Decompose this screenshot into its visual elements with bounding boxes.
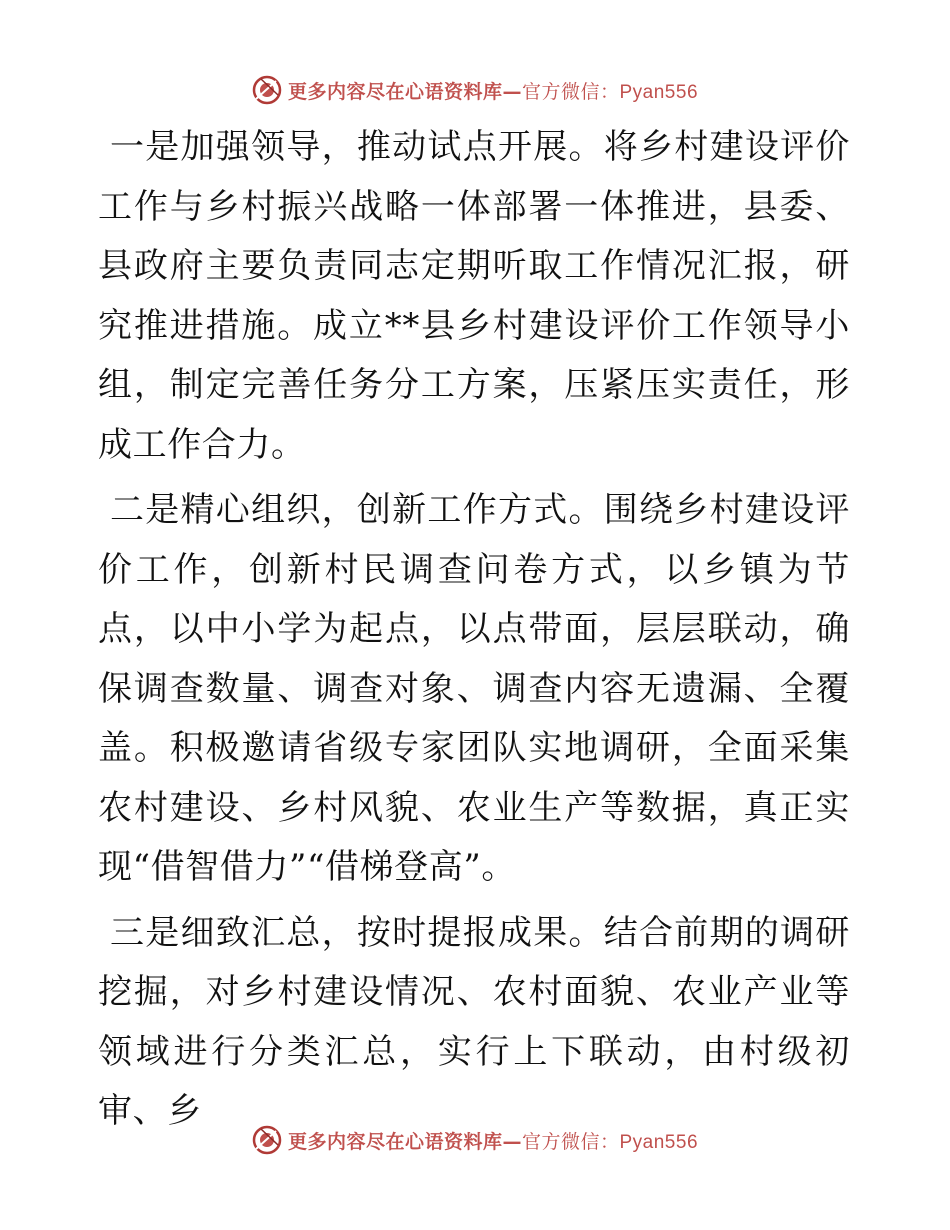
header-banner-text — [288, 77, 698, 104]
footer-banner-text — [288, 1127, 698, 1154]
header-banner-title: 更多内容尽在心语资料库 — [287, 80, 503, 103]
footer-banner-wechat-label: 官方微信： — [521, 1130, 620, 1153]
header-banner-wechat-id: Pyan556 — [619, 81, 699, 103]
brand-logo-icon — [252, 1125, 282, 1155]
header-banner-wechat-label: 官方微信： — [521, 80, 620, 103]
footer-watermark-banner — [0, 1120, 950, 1160]
footer-banner-wechat-id: Pyan556 — [619, 1131, 699, 1153]
header-banner-separator: — — [502, 80, 522, 103]
footer-banner-separator: — — [502, 1130, 522, 1153]
paragraph-2: 二是精心组织，创新工作方式。围绕乡村建设评价工作，创新村民调查问卷方式，以乡镇为节点，以中小学为起点，以点带面，层层联动，确保调查数量、调查对象、调查内容无遗漏、全覆盖。积极邀请省级专家团队实地调研，全面采集农村建设、乡村风貌、农业生产等数据，真正实现“借智借力”“借梯登高”。 — [98, 490, 850, 887]
footer-banner-title: 更多内容尽在心语资料库 — [287, 1130, 503, 1153]
paragraph-1: 一是加强领导，推动试点开展。将乡村建设评价工作与乡村振兴战略一体部署一体推进，县委、县政府主要负责同志定期听取工作情况汇报，研究推进措施。成立**县乡村建设评价工作领导小组，制定完善任务分工方案，压紧压实责任，形成工作合力。 — [98, 127, 850, 465]
header-watermark-banner — [0, 70, 950, 110]
paragraph-3: 三是细致汇总，按时提报成果。结合前期的调研挖掘，对乡村建设情况、农村面貌、农业产业等领域进行分类汇总，实行上下联动，由村级初审、乡 — [98, 912, 850, 1131]
document-body — [98, 118, 850, 1148]
brand-logo-icon — [252, 75, 282, 105]
